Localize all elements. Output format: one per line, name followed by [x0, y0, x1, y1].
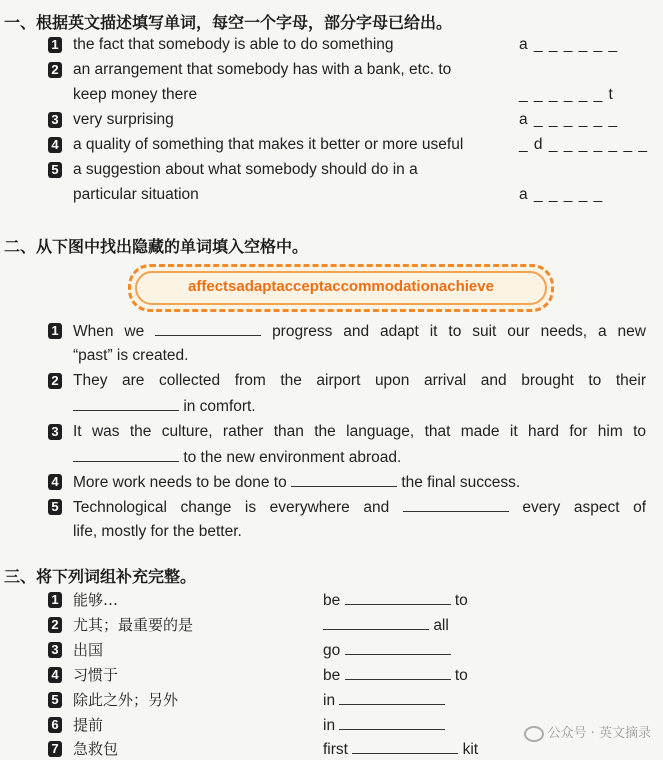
chinese-meaning: 除此之外；另外 [73, 691, 179, 709]
sentence-text: in comfort. [183, 398, 256, 415]
item-number: 1 [48, 323, 62, 339]
sentence-text: to the new environment abroad. [183, 449, 402, 466]
sentence-line [73, 447, 401, 468]
chinese-meaning: 能够… [73, 591, 119, 609]
definition-text: the fact that somebody is able to do something [73, 36, 394, 53]
phrase-text: be [323, 592, 341, 609]
item-number: 7 [48, 741, 62, 757]
phrase-text: in [323, 692, 336, 709]
fill-blank[interactable] [339, 715, 445, 730]
item-number: 1 [48, 592, 62, 608]
item-number: 5 [48, 692, 62, 708]
chinese-meaning: 急救包 [73, 740, 119, 758]
hidden-words-box [128, 264, 554, 312]
item-number: 5 [48, 162, 62, 178]
phrase-line [323, 739, 478, 760]
fill-blank[interactable] [345, 590, 451, 605]
phrase-text: to [454, 667, 468, 684]
sentence-text: Technological change is everywhere and [73, 499, 390, 516]
definition-text: a suggestion about what somebody should do in a [73, 161, 418, 178]
item-number: 4 [48, 667, 62, 683]
phrase-line [323, 715, 445, 736]
definition-text: particular situation [73, 186, 199, 203]
fill-blank[interactable] [345, 640, 451, 655]
fill-blank[interactable] [73, 447, 179, 462]
phrase-text: kit [462, 741, 479, 758]
sentence-text: the final success. [401, 474, 521, 491]
answer-blank[interactable]: _ d _ _ _ _ _ _ _ [519, 136, 649, 153]
answer-blank[interactable]: a _ _ _ _ _ _ [519, 111, 619, 128]
sentence-text: More work needs to be done to [73, 474, 287, 491]
fill-blank[interactable] [73, 396, 179, 411]
sentence-line [73, 396, 256, 417]
watermark [524, 722, 651, 742]
phrase-text: all [433, 617, 449, 634]
fill-blank[interactable] [155, 321, 261, 336]
fill-blank[interactable] [403, 497, 509, 512]
phrase-text: go [323, 642, 341, 659]
sentence-text: When we [73, 323, 145, 340]
definition-text: very surprising [73, 111, 174, 128]
item-number: 2 [48, 62, 62, 78]
phrase-line [323, 640, 451, 661]
phrase-line [323, 590, 468, 611]
phrase-text: in [323, 717, 336, 734]
chinese-meaning: 提前 [73, 716, 104, 734]
item-number: 2 [48, 617, 62, 633]
fill-blank[interactable] [291, 472, 397, 487]
phrase-text: to [454, 592, 468, 609]
section3-title: 三、将下列词组补充完整。 [4, 567, 197, 586]
sentence-text: It was the culture, rather than the language, that made it hard for him to [73, 423, 646, 440]
phrase-text: first [323, 741, 348, 758]
chinese-meaning: 尤其；最重要的是 [73, 616, 194, 634]
definition-text: keep money there [73, 86, 198, 103]
item-number: 2 [48, 373, 62, 389]
section1-title: 一、根据英文描述填写单词，每空一个字母，部分字母已给出。 [4, 13, 453, 32]
answer-blank[interactable]: a _ _ _ _ _ _ [519, 36, 619, 53]
answer-blank[interactable]: a _ _ _ _ _ [519, 186, 604, 203]
fill-blank[interactable] [352, 739, 458, 754]
wechat-icon [524, 726, 544, 742]
phrase-line [323, 690, 445, 711]
sentence-line [73, 321, 646, 342]
item-number: 1 [48, 37, 62, 53]
phrase-text: be [323, 667, 341, 684]
sentence-text: “past” is created. [73, 347, 189, 364]
item-number: 5 [48, 499, 62, 515]
fill-blank[interactable] [339, 690, 445, 705]
item-number: 3 [48, 112, 62, 128]
item-number: 3 [48, 642, 62, 658]
hidden-words-letters: affectsadaptacceptaccommodationachieve [188, 278, 494, 295]
phrase-line [323, 665, 468, 686]
item-number: 4 [48, 137, 62, 153]
item-number: 4 [48, 474, 62, 490]
watermark-text: 公众号 · 英文摘录 [547, 726, 651, 741]
chinese-meaning: 出国 [73, 641, 104, 659]
sentence-text: They are collected from the airport upon arrival and brought to their [73, 372, 646, 389]
sentence-line [73, 472, 520, 493]
definition-text: a quality of something that makes it better or more useful [73, 136, 464, 153]
sentence-line [73, 497, 646, 518]
sentence-text: life, mostly for the better. [73, 523, 242, 540]
sentence-text: every aspect of [522, 499, 647, 516]
fill-blank[interactable] [345, 665, 451, 680]
sentence-text: progress and adapt it to suit our needs, a new [272, 323, 646, 340]
fill-blank[interactable] [323, 615, 429, 630]
answer-blank[interactable]: _ _ _ _ _ _ t [519, 86, 614, 103]
item-number: 6 [48, 717, 62, 733]
phrase-line [323, 615, 449, 636]
section2-title: 二、从下图中找出隐藏的单词填入空格中。 [4, 237, 309, 256]
chinese-meaning: 习惯于 [73, 666, 119, 684]
item-number: 3 [48, 424, 62, 440]
definition-text: an arrangement that somebody has with a bank, etc. to [73, 61, 452, 78]
